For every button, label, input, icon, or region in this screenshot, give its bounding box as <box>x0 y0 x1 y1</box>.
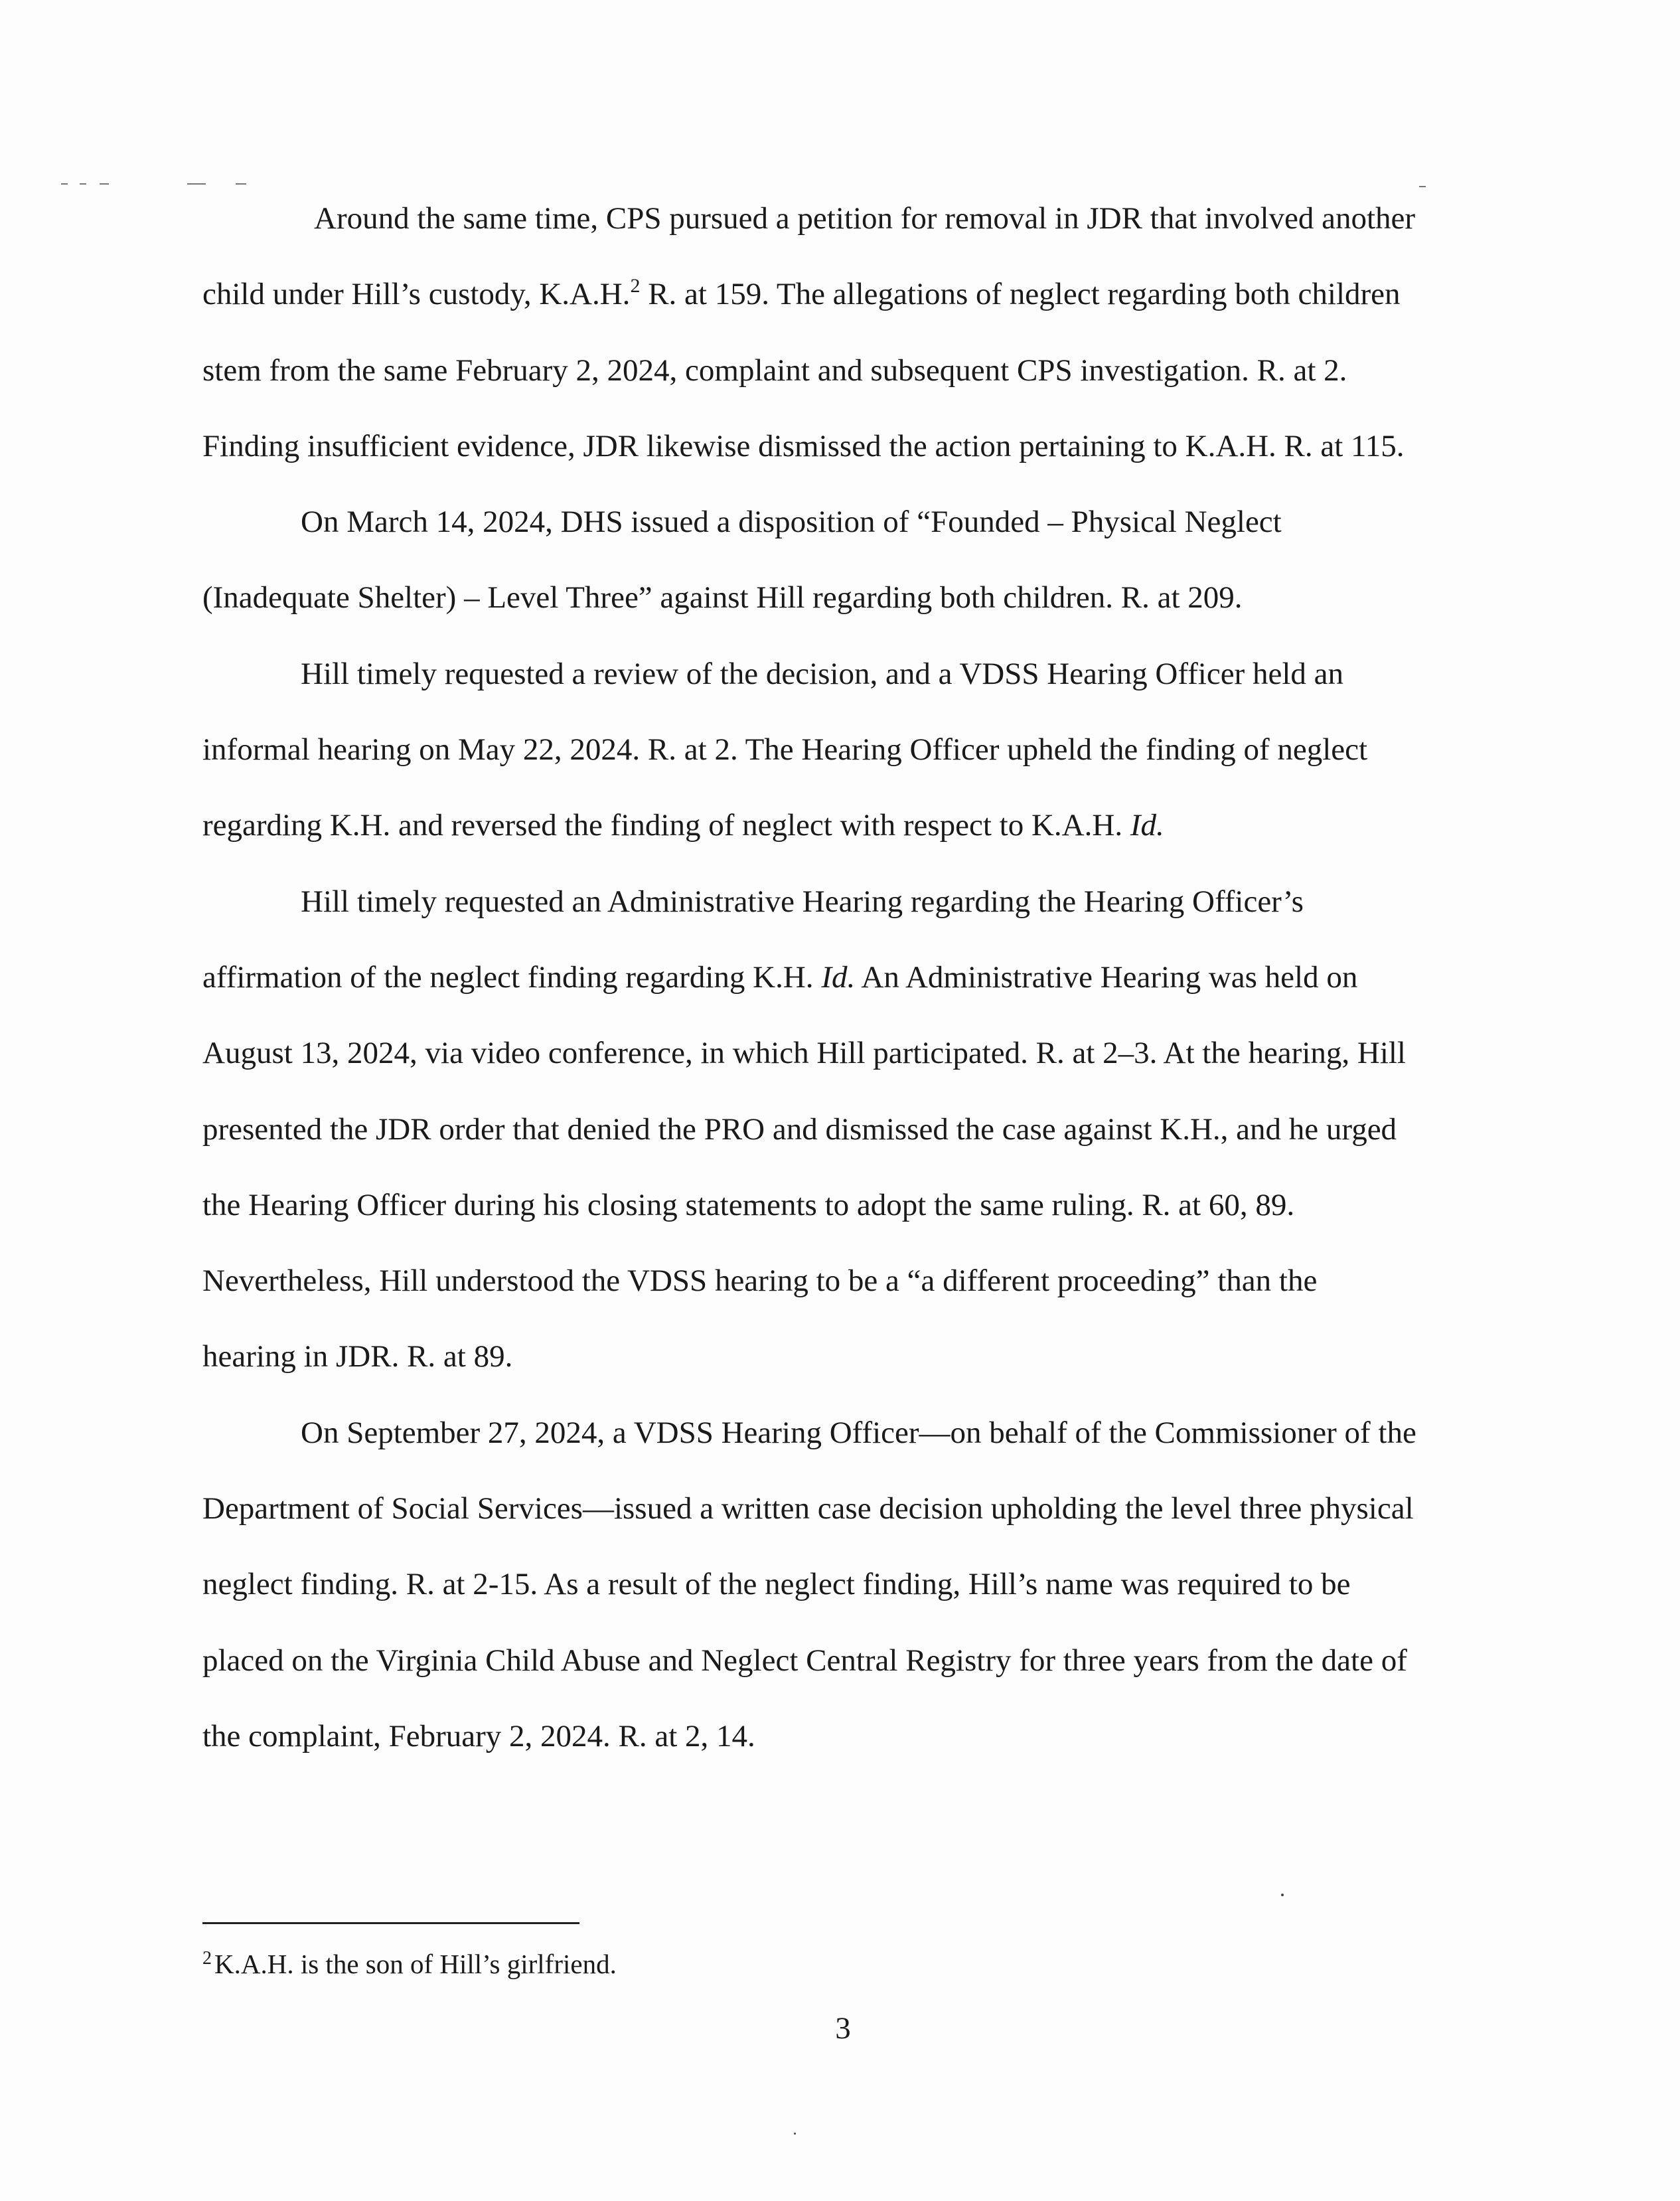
text-line: Hill timely requested an Administrative Hearing regarding the Hearing Officer’s <box>301 884 1304 919</box>
text-span: child under Hill’s custody, K.A.H. <box>202 277 631 312</box>
footnote-separator <box>202 1922 579 1924</box>
text-line: stem from the same February 2, 2024, complaint and subsequent CPS investigation. R. at 2. <box>202 353 1347 388</box>
text-line: Nevertheless, Hill understood the VDSS hearing to be a “a different proceeding” than the <box>202 1264 1318 1299</box>
text-line: August 13, 2024, via video conference, in which Hill participated. R. at 2–3. At the hearing, Hill <box>202 1036 1406 1071</box>
text-line: (Inadequate Shelter) – Level Three” against Hill regarding both children. R. at 209. <box>202 580 1243 615</box>
body-text <box>202 181 1487 1774</box>
text-line: Department of Social Services—issued a written case decision upholding the level three physical <box>202 1491 1414 1526</box>
footnote-mark: 2 <box>202 1948 212 1969</box>
page-number: 3 <box>835 2011 851 2046</box>
text-span: R. at 159. The allegations of neglect regarding both children <box>648 277 1401 312</box>
text-line: informal hearing on May 22, 2024. R. at 2. The Hearing Officer upheld the finding of neglect <box>202 732 1368 768</box>
footnote <box>202 1944 617 1984</box>
citation-id: Id. <box>1130 808 1164 843</box>
text-line: Finding insufficient evidence, JDR likewise dismissed the action pertaining to K.A.H. R. at 115. <box>202 428 1405 463</box>
text-line: On March 14, 2024, DHS issued a disposition of “Founded – Physical Neglect <box>301 505 1282 540</box>
text-line <box>202 256 1487 332</box>
text-line: neglect finding. R. at 2-15. As a result of the neglect finding, Hill’s name was required to be <box>202 1567 1351 1602</box>
footnote-text: K.A.H. is the son of Hill’s girlfriend. <box>214 1949 617 1979</box>
text-line <box>202 787 1487 863</box>
footnote-reference: 2 <box>630 275 641 297</box>
text-line: On September 27, 2024, a VDSS Hearing Officer—on behalf of the Commissioner of the <box>301 1415 1416 1450</box>
text-line <box>202 939 1487 1015</box>
text-line: Around the same time, CPS pursued a petition for removal in JDR that involved another <box>314 201 1416 236</box>
text-span: regarding K.H. and reversed the finding of neglect with respect to K.A.H. <box>202 808 1123 843</box>
text-line: Hill timely requested a review of the decision, and a VDSS Hearing Officer held an <box>301 656 1343 691</box>
scan-artifact <box>61 183 68 185</box>
text-span: affirmation of the neglect finding regarding K.H. <box>202 959 814 995</box>
scan-artifact <box>80 183 86 185</box>
text-line: presented the JDR order that denied the PRO and dismissed the case against K.H., and he urged <box>202 1111 1397 1147</box>
scan-artifact <box>100 183 109 185</box>
scan-speck <box>1281 1894 1284 1896</box>
text-line: the complaint, February 2, 2024. R. at 2, 14. <box>202 1718 755 1753</box>
text-span: An Administrative Hearing was held on <box>861 959 1358 995</box>
text-line: hearing in JDR. R. at 89. <box>202 1339 513 1374</box>
citation-id: Id. <box>821 959 856 995</box>
text-line: placed on the Virginia Child Abuse and Neglect Central Registry for three years from the date of <box>202 1643 1407 1678</box>
text-line: the Hearing Officer during his closing statements to adopt the same ruling. R. at 60, 89. <box>202 1187 1295 1222</box>
scan-speck <box>794 2133 796 2135</box>
